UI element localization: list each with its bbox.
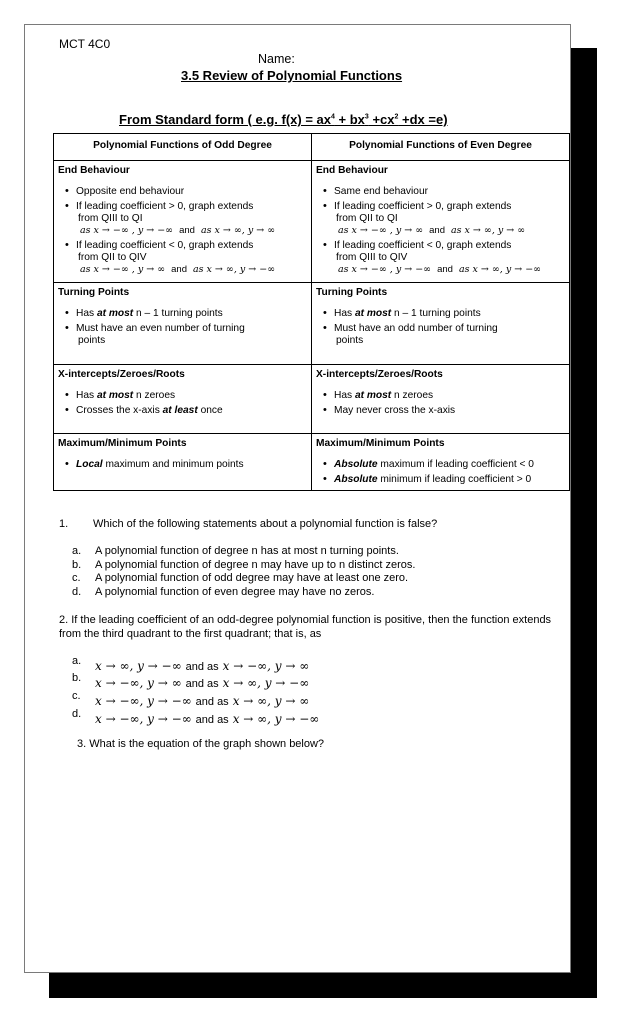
column-header-odd: Polynomial Functions of Odd Degree [54,134,312,161]
question-2-option-d: d. x → −∞, y → −∞ and as x → ∞, y → −∞ [72,708,320,726]
list-item-continued: from QIII to QIV [336,252,408,263]
list-item: • Absolute minimum if leading coefficient > 0 [316,473,565,486]
standard-form-heading: From Standard form ( e.g. $f(x) = ax^4 + bx^3 +cx^2 +dx =e$) [119,112,448,127]
list-item: • If leading coefficient < 0, graph extends [316,239,565,252]
max-min-odd [54,434,312,491]
x-intercepts-odd [54,365,312,434]
row-heading: End Behaviour [316,165,388,176]
list-item: • Opposite end behaviour [58,185,307,198]
course-code: MCT 4C0 [59,37,111,51]
turning-points-odd [54,283,312,365]
end-behaviour-odd [54,161,312,283]
end-behaviour-math: as x → −∞ , y → ∞ and as x → ∞, y → ∞ [338,225,526,236]
list-item-continued: from QII to QIV [78,252,147,263]
row-heading: Maximum/Minimum Points [316,438,445,449]
question-2-option-b: b. x → −∞, y → ∞ and as x → ∞, y → −∞ [72,672,310,690]
list-item: • Must have an even number of turning [58,322,307,335]
row-heading: X-intercepts/Zeroes/Roots [316,369,443,380]
list-item: • If leading coefficient > 0, graph extends [58,200,307,213]
end-behaviour-math: as x → −∞ , y → −∞ and as x → ∞, y → ∞ [80,225,276,236]
list-item-continued: from QII to QI [336,213,398,224]
list-item-continued: from QIII to QI [78,213,143,224]
list-item: • Must have an odd number of turning [316,322,565,335]
question-2-option-c: c. x → −∞, y → −∞ and as x → ∞, y → ∞ [72,690,310,708]
list-item: • Has at most n – 1 turning points [58,307,307,320]
list-item: b. A polynomial function of degree n may have up to n distinct zeros. [72,558,416,571]
x-intercepts-even [312,365,570,434]
row-heading: Maximum/Minimum Points [58,438,187,449]
column-header-even: Polynomial Functions of Even Degree [312,134,570,161]
turning-points-even [312,283,570,365]
list-item: • Has at most n – 1 turning points [316,307,565,320]
list-item: • Crosses the x-axis at least once [58,404,307,417]
list-item: • Absolute maximum if leading coefficient < 0 [316,458,565,471]
list-item: • If leading coefficient > 0, graph extends [316,200,565,213]
page-title: 3.5 Review of Polynomial Functions [181,68,403,83]
end-behaviour-math: as x → −∞ , y → −∞ and as x → ∞, y → −∞ [338,264,542,275]
row-heading: Turning Points [316,287,388,298]
list-item: • Has at most n zeroes [58,389,307,402]
question-3: 3. What is the equation of the graph shown below? [77,738,325,750]
row-heading: End Behaviour [58,165,130,176]
question-2-option-a: a. x → ∞, y → −∞ and as x → −∞, y → ∞ [72,655,310,673]
question-1: 1. Which of the following statements about a polynomial function is false? [59,518,438,530]
list-item: • Same end behaviour [316,185,565,198]
max-min-even [312,434,570,491]
name-label: Name: [258,52,295,66]
question-1-options [72,545,415,599]
list-item: • May never cross the x-axis [316,404,565,417]
row-heading: Turning Points [58,287,130,298]
end-behaviour-even [312,161,570,283]
end-behaviour-math: as x → −∞ , y → ∞ and as x → ∞, y → −∞ [80,264,276,275]
list-item: c. A polynomial function of odd degree may have at least one zero. [72,572,409,584]
list-item-continued: points [78,335,106,346]
list-item-continued: points [336,335,364,346]
list-item: • Has at most n zeroes [316,389,565,402]
list-item: a. A polynomial function of degree n has at most n turning points. [72,545,399,557]
row-heading: X-intercepts/Zeroes/Roots [58,369,185,380]
comparison-table [53,133,570,491]
list-item: • If leading coefficient < 0, graph extends [58,239,307,252]
worksheet-page [24,24,571,973]
list-item: d. A polynomial function of even degree may have no zeros. [72,585,375,598]
question-2: 2. If the leading coefficient of an odd-degree polynomial function is positive, then the function extends from the third quadrant to the first quadrant; that is, as [59,614,552,640]
list-item: • Local maximum and minimum points [58,458,307,471]
